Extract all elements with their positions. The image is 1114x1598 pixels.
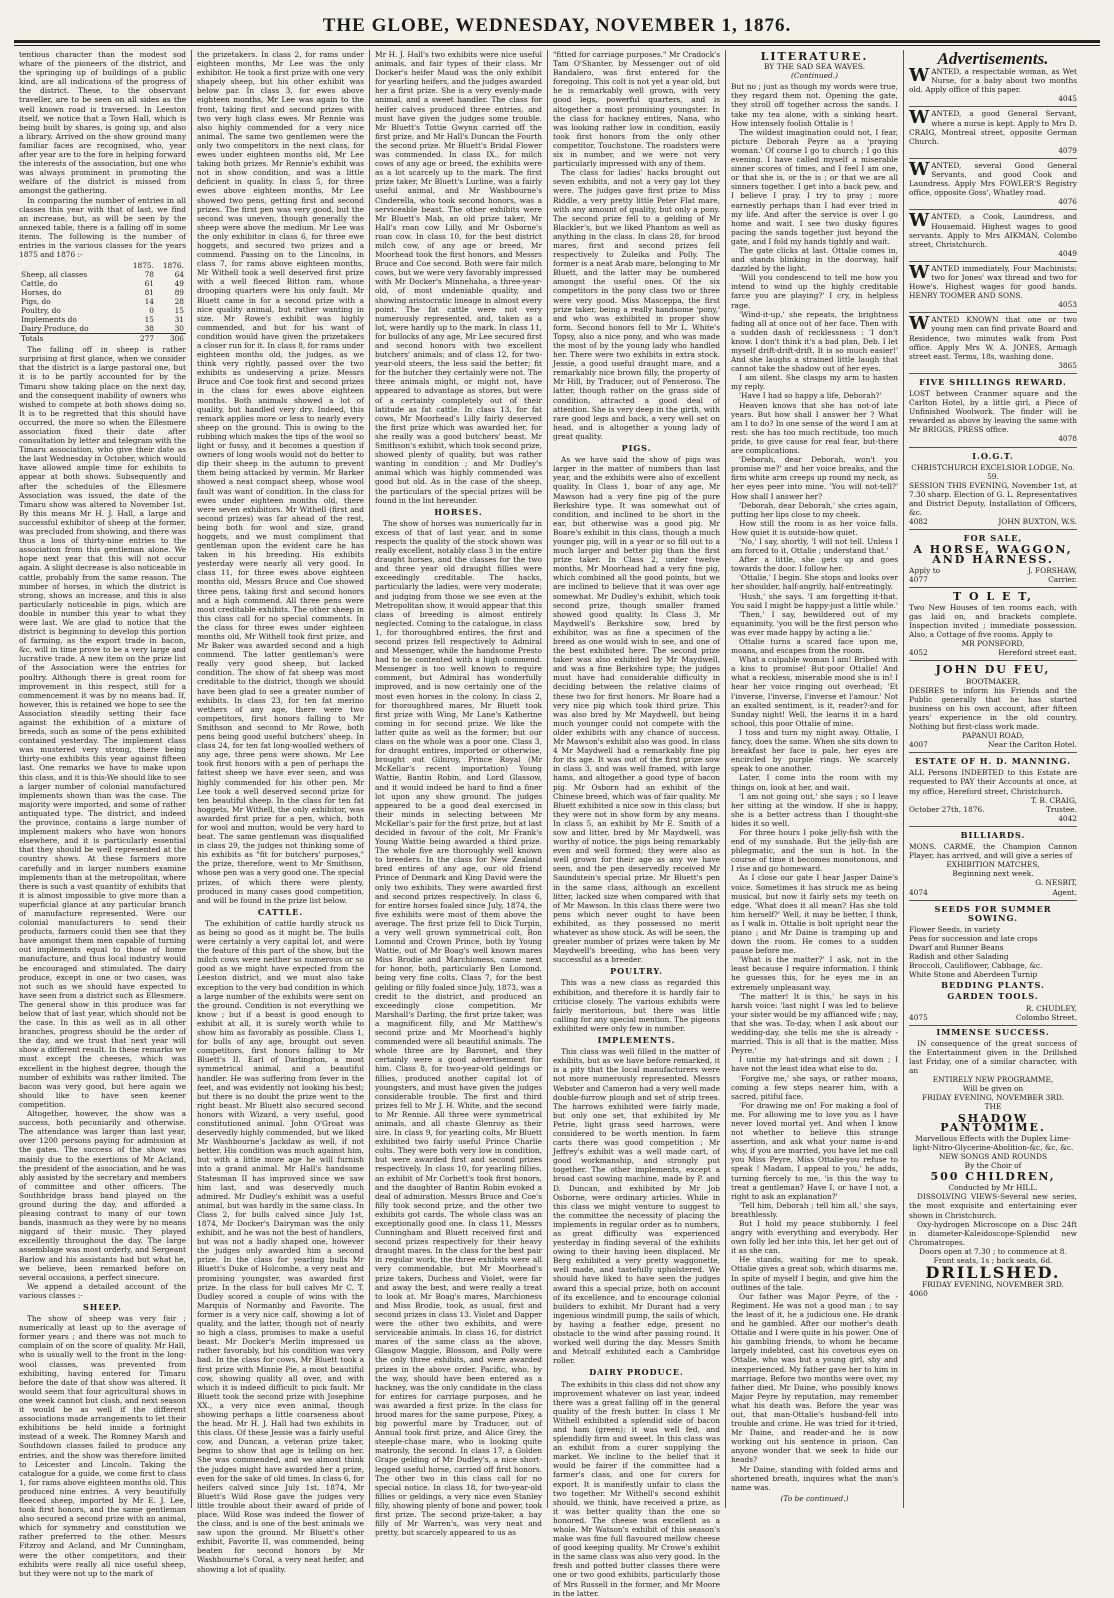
table-cell: 64	[174, 270, 184, 280]
drop-cap: W	[909, 65, 930, 87]
iogt-ad	[909, 448, 1077, 531]
story-paragraph: 'Wind-it-up,' she repeats, the brightness fading all at once out of her face. Then with a sudden dash of recklessness : 'I don't know. I don't think it's a bad plan, Deb. I let myself drift-drift-drift. It is so much easier!' And she laughs a strained little laugh that cannot take the shadow out of her eyes.	[731, 309, 898, 374]
ad-subtitle: Conducted by Mr HILL.	[948, 1183, 1038, 1193]
paragraph: Altogether, however, the show was a success, both pecuniarily and otherwise. The attendance was larger than last year, over 1200 persons paying for admission at the gates. The success of the show was mainly due to the exertions of Mr Acland, the president of the association, and he was ably assisted by the secretary and members of committee and other officers. The Southbridge brass band played on the ground during the day, and afforded a pleasing contrast to many of our town bands, inasmuch as they were by no means niggard of their music. They played excellently throughout the day. The large assemblage was most orderly, and Sergeant Barlow and his assistants had but what he, we believe, been remarked before on several occasions, a perfect sinecure.	[19, 1109, 186, 1282]
column-5	[726, 50, 904, 1508]
story-paragraph: 'What is the matter?' I ask, not in the least because I require information. I think he guesses this, for he eyes me in an extremely unpleasant way.	[731, 955, 898, 992]
story-paragraph: How still the room is as her voice falls. How quiet it is outside-how quiet.	[731, 518, 898, 537]
ad-number: 4079	[1058, 145, 1077, 155]
story-paragraph: I toss and turn my night away. Ottalie, I fancy, does the same. When she sits down to breakfast her face is pale, her eyes are encircled by purple rings. We scarcely speak to one another.	[731, 727, 898, 774]
ad-text: ANTED, several Good General Servants, and good Cook and Laundress. Apply Mrs FOWLER'S Registry office, opposite Goss', Whatley road.	[909, 160, 1077, 198]
literature-heading: LITERATURE.	[760, 50, 869, 63]
table-row	[19, 315, 186, 324]
ad-text: ALL Persons INDEBTED to this Estate are requested to PAY their Accounts at once, at my office, Hereford street, Christchurch.	[909, 768, 1077, 796]
ad-text: IN consequence of the great success of the Entertainment given in the Drillshed last Friday, one of a similar character, with an	[909, 1038, 1077, 1076]
section-heading-sheep: SHEEP.	[82, 1302, 122, 1312]
ad-text: SESSION THIS EVENING, November 1st, at 7.30 sharp. Election of G. L. Representatives and District Deputy, Installation of Officers, &c.	[909, 480, 1077, 518]
drop-cap: W	[909, 261, 930, 283]
estate-ad	[909, 753, 1077, 827]
story-paragraph: 'For drawing me on! For making a fool of me. For allowing me to love you as I have never loved mortal yet. And when I know not whether to believe this strange assertion, and ask what your name is-and why, if you are married, you have let me call you Miss Peyre, Miss Ottalie-you refuse to speak ! Madam, I appeal to you,' he adds, turning fiercely to me, 'is this the way to treat a gentleman? Have I, or have I not, a right to ask an explanation?'	[731, 1100, 898, 1201]
table-row	[19, 324, 186, 334]
ad-number: 4076	[1058, 197, 1077, 207]
wanted-ad	[909, 210, 1077, 261]
ad-subtitle: Will be given on	[962, 1084, 1024, 1094]
list-item: White Stone and Aberdeen Turnip	[909, 970, 1038, 980]
story-paragraph: The gate clicks at last. Ottalie comes in, and stands blinking in the doorway, half dazzled by the light.	[731, 245, 898, 274]
paragraph: The class for ladies' hacks brought out seven exhibits, and not a very gay lot they were. The judges gave first prize to Miss Riddle, a very pretty little Peter Flat mare, with any amount of quality, but only a pony. The second prize fell to a gelding of Mr Blackler's, but we liked Phantom as well as anything in the class. In class 28, for brood mares, first and second prizes fell respectively to Zuleika and Polly. The former is a neat Arab mare, belonging to Mr Bluett, and the latter may be numbered amongst the useful ones. Of the six competitors in the pony class two or three were very good. Miss Masceppa, the first prize taker, being a really handsome 'pony,' and who was exhibited in proper show form. Second honors fell to Mr L. White's Topsy, also a nice pony, and who was made the most of by the young lady who handled her. There were two exhibits in extra stock. Jessie, a good useful draught mare, and a remarkably nice brown filly, the property of Mr Hill, by Traducer, out of Penseroso. The latter, though rather on the grass side of condition, attracted a good deal of attention. She is very deep in the girth, with rare good legs and back, a very well set on head, and is altogether a young lady of great quality.	[553, 168, 720, 441]
table-header-row	[19, 261, 186, 270]
column-6-advertisements	[904, 50, 1082, 1508]
ad-number: 4075	[909, 1012, 928, 1022]
ad-number: 4007	[909, 740, 928, 750]
wanted-ad	[909, 262, 1077, 313]
paragraph: This was a new class as regarded this exhibition, and therefore it is hardly fair to criticise closely. The various exhibits were fairly meritorious, but there was little calling for any special mention. The pigeons exhibited were only few in number.	[553, 978, 720, 1033]
story-paragraph: 'The matter! It is this,' he says in his harsh voice: 'last night I was led to believe your sister would be my affianced wife ; nay, that she was. To-day, when I ask about our wedding-day, she tells me she is already -married. This is all that is the matter, Miss Peyre.'	[731, 991, 898, 1056]
list-item: Peas for succession and late crops	[909, 933, 1038, 943]
ad-subtitle: Front seats, 1s ; back seats, 6d.	[933, 1255, 1053, 1265]
ad-title: SEEDS FOR SUMMER SOWING.	[934, 903, 1052, 923]
wanted-ad	[909, 313, 1077, 374]
ad-text: MONS. CARME, the Champion Cannon Player, has arrived, and will give a series of	[909, 842, 1077, 861]
section-heading-cattle: CATTLE.	[257, 906, 304, 917]
ad-headline: 500 CHILDREN,	[930, 1170, 1056, 1184]
table-cell: 306	[156, 334, 186, 344]
ad-headline: BEDDING PLANTS.	[941, 980, 1045, 991]
story-paragraph: Later, I come into the room with my things on, look at her, and wait.	[731, 773, 898, 792]
ad-subtitle: THE	[984, 1102, 1002, 1112]
ad-headline: ENTIRELY NEW PROGRAMME,	[932, 1075, 1054, 1085]
table-cell: 14	[144, 297, 154, 307]
story-paragraph: I am silent. She clasps my arm to hasten my reply.	[731, 373, 898, 392]
ad-subtitle: Doors open at 7.30 ; to commence at 8.	[919, 1246, 1067, 1256]
table-row	[19, 306, 186, 315]
ad-signature: MR PONSFORD,	[961, 639, 1025, 649]
paragraph: The falling off in sheep is rather surprising at first glance, when we consider that the district is a large pastoral one, but it is to be partly accounted for by the Timaru show taking place on the next day, and the consequent inability of owners who wished to compete at both shows doing so. It is to be regretted that this should have occurred, the more so when the Ellesmere association fixed their date after consultation by letter and telegram with the Timaru association, who give their date as the last Wednesday in October, which would have allowed ample time for exhibits to appear at both shows. Subsequently and after the schedules of the Ellesmere Association was issued, the date of the Timaru show was altered to November 1st. By this means Mr H. J. Hall, a large and successful exhibitor of sheep at the former, was precluded from showing, and there was thus a loss of thirty-nine entries to the association from this gentleman alone. We hope next year that this will not occur again. A slight decrease is also noticeable in cattle, probably from the same reason. The number of horses, in which the district is strong, shows an increase, and this is also particularly noticeable in pigs, which are double in number this year to what they were last. We are glad to notice that the district is beginning to develop this portion of farming, as the export trade in bacon, &c, will in time prove to be a very large and lucrative trade. A new item on the prize list of the Association were the entries for poultry. Although there is great room for improvement in this respect, still for a commencement it was by no means bad. If, however, this is retained we hope to see the Association steadily setting their face against the exhibition of a mixture of breeds, such as some of the pens exhibited contained yesterday. The implement class was mustered very strong, there being thirty-one exhibits this year against fifteen last. One remarks we have to make upon this class, and it is this-We should like to see a larger number of colonial manufactured implements shown than was the case. The majority were imported, and some of rather antiquated type. The district, and indeed the province, contains a large number of implement makers who have won honors elsewhere, and it is particularly essential that they should be well represented at the country shows. At these farmers more carefully and in larger numbers examine implements than at the metropolitan, where there is such a vast quantity of exhibits that it is almost impossible to give more than a superficial glance at any particular branch of manufacture represented. Were our colonial manufacturers to send their products, farmers could then see that they have amongst them men capable of turning out implements equal to those of home manufacture, and thus local industry would be encouraged and stimulated. The dairy produce, except in one or two cases, was not such as we should have expected to have seen from a district such as Ellesmere. The general show in this produce was far below that of last year, which should not be the case. In this as well as in all other branches, progress should be the order of the day, and we trust that next year will show a different result. In these remarks we must except the cheeses, which was excellent in the highest degree, though the number of exhibits was rather limited. The bacon was very good, but here again we should like to have seen keener competition.	[19, 345, 187, 1109]
ad-date: FRIDAY EVENING, NOVEMBER 3RD.	[922, 1093, 1064, 1103]
col1-paras	[19, 50, 186, 259]
table-cell: 89	[174, 288, 184, 298]
table-cell: Dairy Produce, do	[21, 324, 89, 334]
advertisements-heading: Advertisements.	[937, 49, 1049, 68]
wanted-ad	[909, 107, 1077, 158]
ad-address: Colombo Street.	[1015, 1012, 1077, 1022]
drop-cap: W	[909, 158, 930, 180]
story-paragraph: 'Tell him, Deborah ; tell him all,' she says, breathlessly.	[731, 1200, 898, 1219]
ad-apply: Apply to	[909, 565, 941, 575]
ad-title: FOR SALE,	[963, 533, 1023, 544]
story-paragraph: The wildest imagination could not, I fear, picture Deborah Peyre as a 'praying woman.' Of course I go to church ; I go this evening. I have called myself a miserable sinner scores of times, and I feel I am one, or that she is, or the is ; or that we are all sinners together. I get into a back pew, and I believe I pray. I try to pray ; more earnestly perhaps than I had ever tried in my life. And after the service is over I go home and wait. I see two dusky figures pacing the sands together just beyond the gate, and I fold my hands tightly and wait.	[731, 127, 898, 246]
paragraph: As we have said the show of pigs was larger in the matter of numbers than last year, and the exhibits were also of excellent quality. In Class 1, boar of any age, Mr Mawson had a very fine pig of the pure Berkshire type. It was somewhat out of condition, and inclined to be short in the ear, but otherwise was a good pig. Mr Boare's exhibit in this class, though a much younger pig, will in a year or so fill out to a much larger and better pig than the first prize taker. In Class 2, under twelve months, Mr Moorhead had a very fine pig, which combined all the good points, but we are inclined to believe that it was over age somewhat. Mr Dudley's exhibit, which took second prize, though smaller framed showed good quality. In Class 3, Mr Maydwell's Berkshire sow, bred by exhibitor, was as fine a specimen of the breed as one would wish to see, and one of the best exhibited here. The second prize taker was also exhibited by Mr Maydwell, and was a fine Berkshire type; the judges must have had considerable difficulty in deciding between the relative claims of these two for first honors. Mr Boare had a very nice pig which took third prize. This was also bred by Mr Maydwell, but being much younger could not compete with the older exhibits with any chance of success. Mr Mawson's exhibit also was good. In class 4 Mr Maydwell had a remarkably fine pig for its age. It was out of the first prize sow in class 3, and was well framed, with large hams, and altogether a good type of bacon pig. Mr Osborn had an exhibit of the Chinese breed, which was of fair quality. Mr Bluett exhibited a nice sow in this class; but they were not in show form by any means. In class 5, an exhibit by Mr E. Smith of a sow and litter, bred by Mr Maydwell, was worthy of notice, the pigs being remarkably even and well formed; they were also as well grown for their age as any we have seen, and the pen deservedly received Mr Saundstein's special prize. Mr Bluett's pen in the same class, although an excellent litter, lacked size when compared with that of Mr Mawson. In this class there were two pens which never ought to have been exhibited, as they possessed no merit whatever as show stock. As will be seen, the greater number of prizes were taken by Mr Maydwell's breeding, who has been very successful as a breeder.	[553, 455, 720, 965]
table-cell: 0	[149, 306, 154, 316]
ad-role: Agent.	[1052, 887, 1077, 897]
ad-footer	[909, 888, 1077, 897]
ad-text: Marvellous Effects with the Duplex Lime-light-Nitro-Glycerine-Abolition-&c, &c, &c.	[912, 1133, 1074, 1152]
table-cell: Totals	[19, 334, 126, 344]
table-cell: Pigs, do	[21, 297, 51, 307]
story-paragraph: 'Then,' I say, bewildered out of my equanimity, 'you will be the first person who was ever made happy by acting a lie.'	[731, 609, 898, 637]
ad-headline: GARDEN TOOLS.	[947, 991, 1039, 1002]
ad-address: Hereford street east.	[998, 648, 1077, 658]
paragraph: "fitted for carriage purposes." Mr Cradock's Tam O'Shanter, by Messenger out of old Bandalero, was first entered for the foregoing. This colt is not yet a year old, but he is remarkably well grown, with very good legs, powerful quarters, and is altogether a most promising youngster. In the class for hackney entires, Nana, who was looking rather low in condition, easily took first honors from the only other competitor, Touchstone. The roadsters were six in number, and we were not very particularly impressed with any of them.	[553, 50, 720, 169]
ad-text: LOST between Cranmer square and the Carlton Hotel, by a little girl, a Piece of Unfinished Woolwork. The finder will be rewarded as above by leaving the same with Mr BRIGGS, PRESS office.	[909, 389, 1077, 435]
story-paragraph: He stands, waiting for me to speak. Ottalie gives a great sob, which disarms me. In spite of myself I begin, and give him the outlines of the tale.	[731, 1255, 898, 1292]
table-cell: 30	[174, 324, 184, 334]
ad-signature: G. NESBIT,	[1035, 878, 1077, 888]
paragraph: The exhibition of cattle hardly struck us as being so good as it might be. The bulls were certainly a very capital lot, and were the feature of this part of the show, but the milch cows were neither so numerous or so good as we might have expected from the Leeston district, and we must also take exception to the very bad condition in which a large number of the exhibits were sent on the ground. Condition is not everything we know ; but if a beast is good enough to exhibit at all, it is surely worth while to show him as favorably as possible. Class 1, for bulls of any age, brought out seven competitors, first honors falling to Mr Bluett's II. Earl of Darlington, a most symmetrical animal, and a beautiful handler. He was suffering from fever in the feet, and was evidently not looking his best; but there is no doubt the prize went to the right beast. Mr Bluett also secured second honors with Wizard, a very useful, good constitutioned animal. John O'Groat was deservedly highly commended, but we liked Mr Washbourne's Jackdaw as well, if not better. His condition was much against him, but with a little more age he will furnish into a grand animal. Mr Hall's handsome Statesman II has improved since we saw him last, and was deservedly much admired. Mr Dudley's exhibit was a useful animal, but was hardly in the same class. In Class 2, for bulls calved since July 1st, 1874, Mr Docker's Dairyman was the only exhibit, and he was not the best of handlers, but was not a badly shaped one, however the judges only awarded him a second prize. In the class for yearling bulls Mr Bluett's Duke of Holcombe, a very neat and promising youngster, was awarded first prize. In the class for bull calves Mr C. T. Dudley scored a couple of wins with the Marquis of Normanby and Favorite. The former is a very nice calf, showing a lot of quality, and the latter, though not of nearly so high a class, promises to make a useful beast. Mr Docker's Merlin impressed us rather favorably, but his condition was very bad. In the class for cows, Mr Bluett took a first prize with Minnie Pie, a most beautiful cow, showing quality all over, and with which it is indeed difficult to pick fault. Mr Bluett took the second prize with Josephine XX., a very nice even animal, though showing perhaps a little coarseness about the head. Mr H. J. Hall had two exhibits in this class. Of these Jessie was a fairly useful cow, and Duncan, a veteran prize taker, begins to show that age is telling on her. She was commended, and we almost think the judges might have awarded her a prize, even for the sake of old times. In class 6, for heifers calved since July 1st, 1874, Mr Bluett's Wild Rose gave the judges very little trouble about their award of pride of place. Wild Rose was indeed the flower of the class, and is one of the best animals we saw upon the ground. Mr Bluett's other exhibit, Favorite II, was commended, being beaten for second honors by Mr Washbourne's Coral, a very neat heifer, and showing a lot of quality.	[197, 918, 364, 1574]
ad-headline: NEW SONGS AND ROUNDS	[938, 1151, 1048, 1161]
ad-apply-row	[909, 566, 1077, 575]
paragraph: The show of sheep was very fair ; numerically at least up to the average of former years ; and there was not much to complain of on the score of quality. Mr Hall, who is usually well to the front in the long-wool classes, was prevented from exhibiting, having entered for Timaru before the date of that show was altered. It would seem that four agricultural shows in one week cannot but clash, and next season it would be as well if the different associations made arrangements to let their exhibitions be held inside a fortnight instead of a week. The Romney Marsh and Southdown classes failed to produce any entries, and the show was therefore limited to Leicester and Lincoln. Taking the catalogue for a guide, we come first to class 1, for rams above eighteen months old. This produced nine entries. A very beautifully fleeced sheep, imported by Mr E. J. Lee, took first honors, and the same gentleman also secured a second prize with an animal, which for symmetry and constitution we rather preferred to the other. Messrs Fitzroy and Acland, and Mr Cunningham, were the other competitors, and their exhibits were really all nice useful sheep, but they were not up to the mark of	[19, 1314, 186, 1578]
drop-cap: W	[909, 210, 930, 232]
ad-number: 4052	[909, 648, 928, 658]
table-cell: 78	[144, 270, 154, 280]
ad-address: Near the Carlton Hotel.	[987, 740, 1077, 750]
wanted-ad	[909, 159, 1077, 210]
for-sale-ad	[909, 530, 1077, 587]
list-item: Radish and other Salading	[909, 952, 1009, 962]
masthead-rule-thin	[14, 45, 1100, 46]
story-title: BY THE SAD SEA WAVES.	[763, 62, 866, 72]
story-paragraph: Ottalie turns a scared face upon me, moans, and escapes from the room.	[731, 637, 898, 656]
table-cell: 28	[174, 297, 184, 307]
paragraph: The show of horses was numerically far in excess of that of last year, and in some respects the quality of the stock shown was really excellent, notably class 3 in the entire draught horses, and the classes for the two and three year old draught fillies were exceedingly creditable. The hacks, particularly the ladies, were very moderate; and judging from those we see even at the Metropolitan show, it would appear that this class of breeding is almost entirely neglected. Coming to the catalogue, in class 1, for thoroughbred entires, the first and second prizes fell respectively to Admiral and Messenger, while the handsome Presto had to be contented with a high commend. Messenger is too well known to require comment, but Admiral has wonderfully improved, and is now certainly one of the most even horses in the colony. In class 2, for thoroughbred mares, Mr Bluett took first prize with Wing, Mr Lane's Katherine coming in for second prize. We like the latter quite as well as the former; but our class on the whole was a poor one. Class 3, for draught entires, imported or otherwise, brought out Gilnroy, Prince Royal (Mr McKellar's recent importation) Young Wattie, Bantin Robin, and Lord Glassow, and it would indeed be hard to find a finer lot upon any show ground. The judges appeared to be a good deal exercised in their minds in selecting between Mr McKellar's pair for the first prize, but at last decided in favour of the colt, Mr Frank's Young Wattie being awarded a third prize. The whole five are thoroughly well known to breeders. In the class for New Zealand bred entires of any age, our old friend Prince of Denmark and King David were the only two exhibits. They were awarded first and second prizes respectively. In class 6, for entire horses foaled since July, 1874, the five exhibits were most of them above the average. The first prize fell to Dick Turpin, a very well grown symmetrical colt, Bon Lomond and Crown Prince, both by Young Wattie, out of Mr Boag's well known mares Miss Brodie and Marchioness, came next for honor, both, particularly Ben Lomond, being very fine colts. Class 7, for the best gelding or filly foaled since July, 1873, was a credit to the district, and produced an exceedingly close competition. Mr Marshall's Darling, the first prize taker, was a magnificent filly, and Mr Matthew's second prize and Mr Moorhead's highly commended were all beautiful animals. The whole three are by Baronet, and they certainly were a good advertisement for him. Class 8, for two-year-old geldings or fillies, produced another capital lot of youngsters, and must have given the judges considerable trouble. The first and third prizes fell to Mr J. H. White, and the second to Mr Rennie. All three were symmetrical animals, and all chaste Glenroy as their sire. In class 9, for yearling colts, Mr Bluett exhibited two fairly useful Prince Charlie colts. They were both very low in condition, but were awarded first and second prizes respectively. In class 10, for yearling fillies, an exhibit of Mr Corbett's took first honors, and the daughter of Bantin Robin evoked a deal of admiration. Messrs Bruce and Coe's filly took second prize, and the other two exhibits got cards. The whole class was an exceptionally good one. In class 11, Messrs Cunningham and Bluett received first and second prizes respectively for their heavy draught mares. In the class for the best pair in regular work, the three exhibits were all very commendable, but Mr Moorhead's prize takers, Duchess and Violet, were far and away the best, and were really a treat to look at. Mr Boag's mares, Marchioness and Miss Brodie, took, as usual, first and second prizes in class 13. Violet and Dapper were the other two exhibits, and were serviceable animals. In class 16, for district mares of the same class as the above, Glasgow Maggie, Blossom, and Polly were the only three exhibits, and were awarded prizes in the above order. Pacific, who, by the way, should have been entered as a hackney, was the only candidate in the class for entires for carriage purposes, and he was awarded a first prize. In the class for brood mares for the same purpose, Pixey, a big powerful mare by Traducer, out of Annual took first prize, and Alice Grey, the steeple-chase mare, who is looking quite matronly, the second. In class 17, a Golden Grape gelding of Mr Dudley's, a nice short-legged useful horse, carried off first honors. The other two in this class call for no special notice. In class 18, for two-year-old fillies or geldings, a very nice even Stanley filly, showing plenty of bone and power, took first prize. The second prize-taker, a bay filly of Mr Warren's, was very neat and pretty, but scarcely appeared to us as	[375, 518, 542, 1538]
ad-headline: EXHIBITION MATCHES,	[946, 860, 1040, 870]
ad-subtitle: Beginning next week.	[952, 869, 1034, 879]
story-paragraph: Mr Daine, standing with folded arms and shortened breath, inquires what the man's name was.	[731, 1464, 898, 1492]
ad-headline: DRILLSHED.	[925, 1263, 1061, 1283]
paragraph: the prizetakers. In class 2, for rams under eighteen months, Mr Lee was the only exhibitor. He took a first prize with one very shapely sheep, but his other exhibit was below par. In class 3, for ewes above eighteen months, Mr Lee was again to the front, taking first and second prizes with two very high class ewes. Mr Rennie was also highly commended for a very nice animal. The same two gentlemen were the only two competitors in the next class, for ewes under eighteen months old, Mr Lee taking both prizes. Mr Rennie's exhibit was not in show condition, and was a little deficient in quality. In class 5, for three ewes above eighteen months, Mr Lee showed two pens, getting first and second prizes. The first pen was very good, but the second was uneven, though generally the sheep were above the medium. Mr Lee was the only exhibitor in class 6, for three ewe hoggets, and secured two prizes and a commend. Passing on to the Lincolns, in class 7, for rams above eighteen months, Mr Withell took a well deserved first prize with a well fleeced Bitton ram, whose drooping quarters were his only fault. Mr Bluett came in for a second prize with a nice quality animal, but rather wanting in size. Mr Rowe's exhibit was highly commended, and but for his want of condition would have given the prizetakers a closer run for it. In class 8, for rams under eighteen months old, the judges, as we think very rightly, passed over the two exhibits as undeserving a prize. Messrs Bruce and Coe took first and second prizes in the class for ewes above eighteen months. Both animals showed a lot of quality, but handled very dry. Indeed, this remark applies more or less to nearly every sheep on the ground. This is owing to the rubbing which makes the tips of the wool so light or fussy, and it becomes a question if owners of long wools would not do better to dip their sheep in the autumn to prevent them being attacked by vermin. Mr Barker showed a neat compact sheep, whose wool fault was want of condition. In the class for ewes under eighteen months old, there were seven exhibitors. Mr Withell (first and second prizes) was far ahead of the rest, being both for wool and size, grand hoggets, and we must compliment that gentleman upon the evident care he has taken in his breeding. His exhibits yesterday were nearly all very good. In class 11, for three ewes above eighteen months old, Messrs Bruce and Coe showed three pens, taking first and second honors and a high commend. All three pens were most creditable exhibits. The other sheep in this class call for no special comments. In the class for three ewes under eighteen months old, Mr Withell took first prize, and Mr Baker was awarded second and a high commend. The latter gentleman's were really very good sheep, but lacked condition. The show of fat sheep was most creditable to the district, though we should have been glad to see a greater number of exhibits. In class 23, for ten fat merino wethers of any age, there were two competitors, first honors falling to Mr Smithson and second to Mr Rowe, both pens being good useful butchers' sheep. In class 24, for ten fat long-woolled wethers of any age, three pens were shown. Mr Lee took first honors with a pen of perhaps the fattest sheep we have ever seen, and was highly commended for his other pen. Mr Lee took a well deserved second prize for ten beautiful sheep. In the class for ten fat hoggets, Mr Withell, the only exhibitor, was awarded first prize for a pen, which, both for wool and mutton, would be very hard to beat. The same gentleman was disqualified in class 29, the judges not thinking some of his exhibits as "fit for butchers' purposes," the prize, therefore, went to Mr Smithson, whose pen was a very good one. The special prizes, of which there were plenty, produced in many cases good competition, and will be found in the prize list below.	[197, 50, 364, 905]
ad-footer	[909, 1013, 1077, 1022]
ad-signature: R. CHUDLEY,	[1025, 1003, 1077, 1013]
table-cell: 277	[126, 334, 156, 344]
drop-cap: W	[909, 313, 930, 335]
paragraph: The exhibits in this class did not show any improvement whatever on last year, indeed there was a great falling off in the general quality of the fresh butter. In class 1 Mr Withell exhibited a splendid side of bacon and ham (green); it was well fed, and splendidly firm and sweet. In this class was an exhibit from a curer supplying the market. We incline to the belief that it would be fairer if the committee had a farmer's class, and one for curers for export. It is manifestly unfair to class the two together. Mr Withell's second exhibit should, we think, have received a prize, as it was better quality than the one so honored. The cheese was excellent as a whole. Mr Watson's exhibit of this season's make was fine full flavoured mellow cheese of good keeping quality. Mr Crowe's exhibit in the same class was also very good. In the fresh and potted butter classes there were one or two good exhibits, particularly those of Mrs Russell in the former, and Mr Moore in the latter.	[553, 1379, 720, 1598]
column-1	[14, 50, 192, 1578]
ad-title: I.O.G.T.	[972, 450, 1014, 461]
ad-subtitle: CHRISTCHURCH EXCELSIOR LODGE, No. 59.	[911, 462, 1075, 481]
story-paragraph: 'Ottalie,' I begin. She stops and looks over her shoulder, half-angrily, half-entreatingly.	[731, 573, 898, 592]
ad-signature: JOHN BUXTON, W.S.	[998, 517, 1077, 527]
ad-text: DESIRES to inform his Friends and the Public generally that he has started business on his own account, after fifteen years' experience in the old country. Nothing but first-class work made.	[909, 685, 1077, 731]
story-paragraph: 'I am not going out,' she says ; so I leave her sitting at the window. If she is happy, she is a better actress than I thought-she hides it so well.	[731, 791, 898, 828]
masthead-rule	[14, 40, 1100, 43]
table-header: 1876.	[162, 261, 184, 271]
table-cell: Horses, do	[21, 288, 62, 298]
ad-footer	[909, 575, 1077, 584]
paragraph: This class was well filled in the matter of exhibits, but as we have before remarked, it is a pity that the local manufacturers were not more numerously represented. Messrs Webster and Cameron had a very well made double-furrow plough and set of strip trees. The harrows exhibited were fairly made, but only one set, that exhibited by Mr Petrie, light grass seed harrows, were considered to be worth mention. In farm carts there was good competition ; Mr Jeffrey's exhibit was a well made cart, of good workmanship, and strongly put together. The other implements, except a broad cast sowing machine, made by P. and D. Duncan, and exhibited by Mr Job Osborne, were ordinary articles. While in this class we might venture to suggest to the committee the necessity of placing the implements in regular order as to numbers, as great difficulty was experienced yesterday in finding several of the exhibits owing to their having been displaced. Mr Berg exhibited a very pretty waggonette, well made, and tastefully upholstered. We should have liked to have seen the judges award this a special prize, both on account of its excellence, and to encourage colonial builders to exhibit. Mr Durant had a very ingenious windmill pump, the sails of which, by having a feather edge, present no obstacle to the wind after passing round. It worked well during the day. Messrs Smith and Metcalf exhibited each a Cambridge roller.	[553, 1047, 721, 1366]
story-paragraph: 'Deborah, dear Deborah, won't you promise me?' and her voice breaks, and the firm white arm creeps up round my neck, as her eyes peer into mine. 'You will not-tell?' How shall I answer her?	[731, 455, 898, 501]
ad-date: FRIDAY EVENING, NOVEMBER 3RD.	[922, 1280, 1064, 1290]
column-2	[192, 50, 370, 1574]
ad-role: Carrier.	[1048, 574, 1077, 584]
ad-number: 4082	[909, 517, 928, 527]
ad-text: ANTED immediately, Four Machinists: two for Jones' wax thread and two for Howe's. Highest wages for good hands. HENRY TOOMER AND SONS.	[909, 263, 1077, 301]
story-paragraph: But no ; just as though my words were true, they regard them not. Opening the gate, they stroll off together across the sands. I take my tea alone, with a sinking heart. How intensely foolish Ottalie is !	[731, 82, 898, 128]
column-4	[548, 50, 726, 1598]
ad-number: 4045	[1058, 94, 1077, 104]
table-cell: 81	[144, 288, 154, 298]
list-item: Flower Seeds, in variety	[909, 924, 1001, 934]
list-item: Dwarf and Runner Beans	[909, 942, 1004, 952]
story-paragraph: What a culpable woman I am! Bribed with a kiss to promise! But-poor Ottalie! And what a reckless, miserable mood she is in! I hear her voice ringing out overhead; 'Et l'inverse, l'inverse, l'inverse et l'amour.' Not an exalted sentiment, is it, reader?-and for Sunday night! Well, the learns it in a hard school, this poor Ottalie of mine.	[731, 655, 898, 728]
story-paragraph: Heaven knows that she has not-of late years. But how shall I answer her ? What am I to do? In one sense of the word I am at rest: she has too much rectitude, too much pride, to give cause for real fear, but-there are complications.	[731, 400, 898, 456]
ad-headline: SHADOW PANTOMIME.	[940, 1111, 1046, 1134]
ad-text: ANTED, a good General Servant, where a nurse is kept. Apply to Mrs D. CRAIG, Montreal street, opposite German Church.	[909, 109, 1077, 146]
story-continued: (Continued.)	[791, 71, 838, 81]
ad-footer	[909, 740, 1077, 749]
ad-number: 4049	[1058, 248, 1077, 258]
story-paragraph: But I hold my peace stubbornly. I feel angry with everything and everybody. Her own folly led her into this, let her get out of it as she can.	[731, 1219, 898, 1256]
table-row	[19, 270, 186, 279]
ad-title: IMMENSE SUCCESS.	[936, 1026, 1050, 1037]
ad-text: Two New Houses of ten rooms each, with gas laid on, and brackets complete. Inspection invited ; immediate possession. Also, a Cottage of five rooms. Apply to	[909, 602, 1077, 640]
to-let-ad	[909, 588, 1077, 662]
ad-title: ESTATE OF H. D. MANNING.	[915, 756, 1071, 767]
seeds-ad	[909, 901, 1077, 1026]
story-paragraph: 'No,' I say, shortly, 'I will not tell. Unless I am forced to it, Ottalie ; understand that.'	[731, 536, 898, 556]
column-3	[370, 50, 548, 1538]
story-paragraph: As I close our gate I hear Jasper Daine's voice. Sometimes it has struck me as being musical, but now it fairly sets my teeth on edge. 'What does it all mean? Has she told him herself?' Well, it may be better, I think, as I walk in. Ottalie is bolt upright near the piano ; and Mr Daine is tramping up and down the room. He comes to a sudden pause before me.	[731, 873, 898, 956]
billiards-ad	[909, 827, 1077, 901]
ad-title: T O L E T,	[952, 589, 1033, 603]
story-paragraph: 'Forgive me,' she says, or rather moans, coming a few steps nearer him, with a sacred, pitiful face.	[731, 1073, 898, 1101]
ad-number: 4042	[1058, 813, 1077, 823]
table-cell: 15	[144, 315, 154, 325]
section-heading-horses: HORSES.	[434, 506, 483, 517]
ad-footer	[909, 805, 1077, 814]
ad-title: JOHN DU FEU,	[935, 663, 1051, 677]
ad-number: 4053	[1058, 300, 1077, 310]
ad-number: 4074	[909, 887, 928, 897]
ad-footer	[909, 648, 1077, 657]
table-header	[19, 261, 126, 270]
table-cell: Sheep, all classes	[21, 270, 88, 280]
ad-title: FIVE SHILLINGS REWARD.	[919, 376, 1067, 387]
table-row	[19, 279, 186, 288]
section-heading-pigs: PIGS.	[621, 443, 652, 454]
ad-subtitle: BOOTMAKER,	[965, 676, 1021, 686]
ad-number: 3865	[1058, 360, 1077, 370]
ad-text: DISSOLVING VIEWS-Several new series, the most exquisite and entertaining ever shown in Christchurch.	[909, 1192, 1077, 1220]
ad-number: 4078	[1058, 434, 1077, 444]
section-heading-dairy: DAIRY PRODUCE.	[589, 1367, 684, 1378]
story-paragraph: For three hours I poke jelly-fish with the end of my sunshade. But the jelly-fish are phlegmatic, and the sun is hot. In the course of time it becomes monotonous, and I rise and go homeward.	[731, 827, 898, 874]
story-paragraph: After a little, she gets up and goes towards the door. I follow her.	[731, 555, 898, 574]
table-cell: 15	[174, 306, 184, 316]
table-cell: Poultry, do	[21, 306, 61, 316]
masthead: THE GLOBE, WEDNESDAY, NOVEMBER 1, 1876.	[322, 15, 792, 36]
table-cell: 49	[174, 279, 184, 289]
drop-cap: W	[909, 107, 930, 129]
table-cell: 31	[174, 315, 184, 325]
to-be-continued: (To be continued.)	[780, 1493, 849, 1503]
table-cell: Cattle, do	[21, 279, 58, 289]
ad-subtitle: By the Choir of	[964, 1161, 1022, 1171]
paragraph: In comparing the number of entries in all classes this year with that of last, we find an increase, but, as will be seen by the annexed table, there is a falling off in some items. The following is the number of entries in the various classes for the years 1875 and 1876 :-	[19, 195, 186, 260]
story-body	[731, 82, 898, 1492]
table-cell: Implements do	[21, 315, 77, 325]
wanted-ads	[909, 65, 1077, 374]
seed-list	[909, 925, 1077, 980]
table-cell: 61	[144, 279, 154, 289]
story-paragraph: Our father was Major Peyre, of the - Regiment. He was not a good man ; to say the least of it, he a judicious one. He drank and he gambled. After our mother's death Ottalie and I were quite in his power. One of his gambling friends, to whom he became largely indebted, cast his covetous eyes on Ottalie, who was but a young girl, shy and inexperienced. My father gave her to him in marriage. Before two months were over, my father died. Mr Daine, who possibly knows Major Peyre by reputation, may remember what his death was. Before the year was out, that man-Ottalie's husband-fell into trouble and crime. He was tried for it-tried, Mr Daine, and reader-and he is now working out his sentence in prison. Can anyone wonder that we seek to hide our heads?	[731, 1291, 898, 1465]
story-paragraph: 'Hush,' she says. 'I am forgetting it-that. You said I might be happy-just a little while.'	[731, 591, 898, 610]
ad-signature: T. B. CRAIG,	[1030, 795, 1077, 805]
ad-text: ANTED, a respectable woman, as Wet Nurse, for a baby about two months old. Apply office of this paper.	[909, 67, 1077, 95]
ad-role: Trustee.	[1045, 804, 1077, 814]
list-item: Broccoli, Cauliflower, Cabbage, &c.	[909, 961, 1043, 971]
table-cell: 38	[144, 324, 154, 334]
ad-footer	[909, 517, 1077, 526]
ad-text: Oxy-hydrogen Microscope on a Disc 24ft in diameter-Kaleidoscope-Splendid new Chromatropes.	[909, 1219, 1077, 1247]
paragraph: tentious character than the modest sod whare of the pioneers of the district, and the springing up of buildings of a public kind, are all indications of the progress of the district. These, to the observant traveller, are to be seen on all sides as the well known road is traversed. In Leeston itself, we notice that a Town Hall, which is being built by shares, is going up, and also a library. Arrived on the show ground many familiar faces are recognised, who, year after year are to the fore in helping forward the interests of the association, but one who was always prominent in promoting the welfare of the district is missed from amongst the gathering.	[19, 50, 186, 196]
entertainment-ad	[909, 1028, 1077, 1299]
ad-headline: A HORSE, WAGGON, AND HARNESS.	[913, 543, 1073, 566]
section-heading-implements: IMPLEMENTS.	[597, 1035, 676, 1046]
ad-text: ANTED KNOWN that one or two young men can find private Board and Residence, two minutes walk from Post office. Apply Mrs W. A. JONES, Armagh street east. Terms, 18s, washing done.	[909, 315, 1077, 361]
entries-table	[19, 261, 186, 343]
ad-title: BILLIARDS.	[960, 829, 1026, 840]
ad-date: October 27th, 1876.	[909, 804, 985, 814]
reward-ad	[909, 374, 1077, 448]
ad-text: ANTED, a Cook, Laundress, and Housemaid. Highest wages to good servants. Apply to Mrs AIKMAN, Colombo street, Christchurch.	[909, 212, 1077, 249]
ad-number: 4077	[909, 574, 928, 584]
paragraph: We append a detailed account of the various classes :-	[19, 1281, 186, 1300]
table-header: 1875.	[132, 261, 154, 271]
section-heading-poultry: POULTRY.	[610, 966, 663, 977]
table-row	[19, 297, 186, 306]
ad-address: PAPANUI ROAD,	[961, 731, 1025, 741]
story-paragraph: I untie my hat-strings and sit down ; I have not the least idea what else to do.	[731, 1055, 898, 1074]
ad-signature: J. FORSHAW,	[1027, 565, 1077, 575]
story-paragraph: 'Will you condescend to tell me how you intend to wind up the highly creditable farce you are playing?' I cry, in helpless rage.	[731, 273, 898, 310]
ad-number: 4060	[909, 1289, 928, 1299]
table-total-row	[19, 334, 186, 344]
story-paragraph: 'Deborah, dear Deborah,' she cries again, putting her lips close to my cheek.	[731, 500, 898, 519]
columns	[14, 49, 1100, 1598]
paragraph: Mr H. J. Hall's two exhibits were nice useful animals, and fair types of their class. Mr Docker's heifer Maud was the only exhibit for yearling heifers, and the judges awarded her a first prize. She is a very evenly-made animal, and a sweet handler. The class for heifer calves produced three entries, and must have given the judges some trouble. Mr Bluett's Tottie Gwynn carried off the first prize, and Mr Hall's Duncan the Fourth the second prize. Mr Bluett's Bridal Flower was commended. In class IX., for milch cows of any age or breed, the exhibits were as a lot scarcely up to the mark. The first prize taker, Mr Bluett's Lurline, was a fairly useful animal, and Mr Washbourne's Cinderella, who took second honors, was a serviceable beast. The other exhibits were Mr Bluett's Mab, an old prize taker, Mr Hall's roan cow Lilly, and Mr Osborne's roan cow. In class 10, for the best district milch cow, of any age or breed, Mr Moorhead took the first honors, and Messrs Bruce and Coe second. Both were fair milch cows, but we were very favorably impressed with Mr Docker's Minnehaha, a three-year-old, of most undeniable quality, and showing aristocratic lineage in almost every point. The fat cattle were not very numerously represented, and, taken as a lot, were hardly up to the mark. In class 11, for bullocks of any age, Mr Lee secured first and second honors with two excellent butchers' animals; and of class 12, for two-year-old steers, the less said the better; fit for the butcher they certainly were not. The three animals might, or might not, have appeared to advantage as stores, but were of a certainty completely out of their latitude as fat cattle. In class 13, for fat cows, Mr Moorhead's Lilly fairly deserved the first prize which was awarded her, for she really was a good butchers' beast. Mr Smithson's exhibit, which took second prize, showed plenty of quality, but was rather wanting in condition ; and Mr Dudley's animal which was highly commended was good but old. As in the case of the sheep, the particulars of the special prizes will be found in the list hereunder.	[375, 50, 543, 505]
story-paragraph: 'Have I had so happy a life, Deborah?'	[739, 391, 882, 401]
wanted-ad	[909, 65, 1077, 107]
table-row	[19, 288, 186, 297]
du-feu-ad	[909, 661, 1077, 753]
